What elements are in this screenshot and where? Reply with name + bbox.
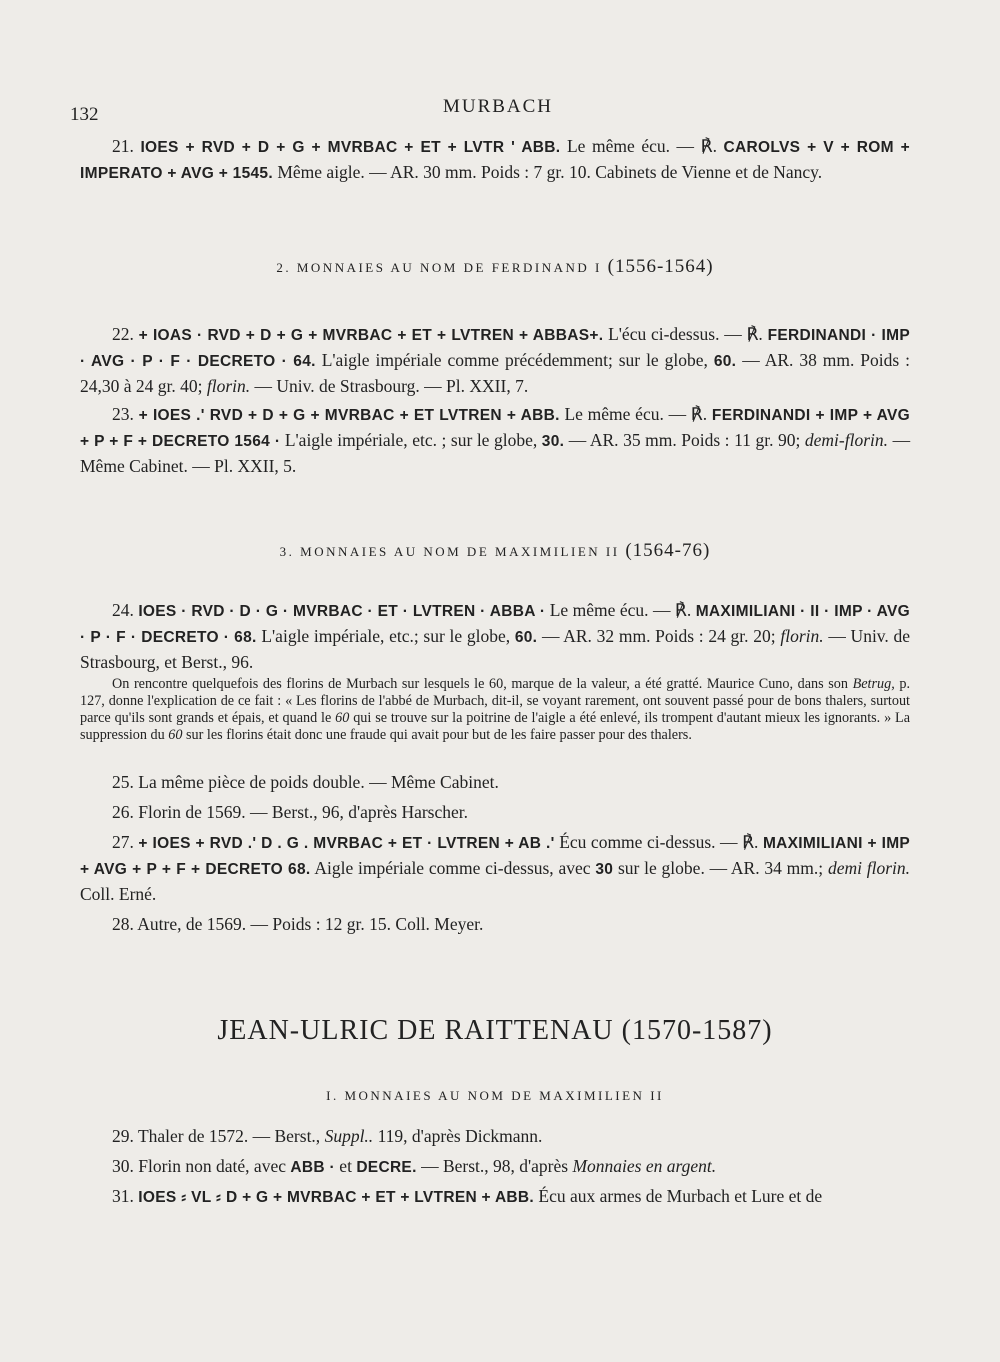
running-head: MURBACH [442, 96, 554, 117]
entry-text: — AR. 35 mm. Poids : 11 gr. 90; [568, 430, 801, 450]
note-italic: 60 [335, 710, 350, 726]
entry-24 [80, 598, 910, 674]
section-years: (1556-1564) [607, 256, 714, 277]
entry-number: 26. [112, 802, 134, 822]
entry-number: 31. [112, 1186, 134, 1206]
entry-text: — AR. 32 mm. Poids : 24 gr. 20; [542, 626, 776, 646]
entry-text: Autre, de 1569. — Poids : 12 gr. 15. Coll. Meyer. [137, 914, 484, 934]
entry-text: Aigle impériale comme ci-dessus, avec [314, 858, 591, 878]
reverse-legend: MAXIMILIANI + IMP + AVG + P + F + DECRETO 68. [80, 835, 911, 878]
entry-text: L'aigle impériale, etc. ; sur le globe, [284, 430, 538, 450]
reverse-legend: MAXIMILIANI · II · IMP · AVG · P · F · DECRETO · 68. [80, 603, 911, 646]
entry-number: 21. [112, 136, 134, 156]
note-text: qui se trouve sur la poitrine de l'aigle a été enlevé, ils trompent d'autant mieux les ignorants. » La suppression du [80, 710, 910, 743]
page-number: 132 [70, 104, 99, 125]
legend-abbr: ABB · [290, 1159, 335, 1176]
entry-text: Le même écu. — ℟. [564, 404, 708, 424]
entry-text: sur le globe. — AR. 34 mm.; [617, 858, 824, 878]
entry-text: Le même écu. — ℟. [549, 600, 692, 620]
obverse-legend: IOES + RVD + D + G + MVRBAC + ET + LVTR ' ABB. [140, 139, 561, 156]
entry-number: 28. [112, 914, 134, 934]
entry-number: 22. [112, 324, 134, 344]
globe-mark: 60. [713, 353, 737, 370]
entry-text: Florin non daté, avec [138, 1156, 286, 1176]
section-title-1 [80, 1088, 910, 1104]
reverse-legend: FERDINANDI · IMP · AVG · P · F · DECRETO · 64. [80, 327, 911, 370]
entry-text: Coll. Erné. [80, 884, 157, 904]
denomination: florin. [780, 626, 824, 646]
section-title-text: I. MONNAIES AU NOM DE MAXIMILIEN II [326, 1088, 664, 1103]
entry-text: Écu comme ci-dessus. — ℟. [559, 832, 759, 852]
entry-number: 27. [112, 832, 134, 852]
entry-text: — Même Cabinet. — Pl. XXII, 5. [80, 430, 911, 476]
entry-text: Thaler de 1572. — Berst., [137, 1126, 321, 1146]
entry-text: Florin de 1569. — Berst., 96, d'après Harscher. [138, 802, 469, 822]
entry-text: — Berst., 98, d'après [421, 1156, 569, 1176]
entry-text: et [339, 1156, 352, 1176]
entry-number: 30. [112, 1156, 134, 1176]
entry-text: L'aigle impériale comme précédemment; sur le globe, [321, 350, 708, 370]
obverse-legend: IOES · RVD · D · G · MVRBAC · ET · LVTREN · ABBA · [138, 603, 546, 620]
section-title-2 [80, 256, 910, 278]
denomination: demi-florin. [804, 430, 889, 450]
entry-text: L'aigle impériale, etc.; sur le globe, [261, 626, 511, 646]
note-text: p. 127, donne l'explication de ce fait : « Les florins de l'abbé de Murbach, dit-il, se voyant rarement, ont souvent passé pour de bons thalers, surtout parce qu'ils sont grands et épais, et quand le [80, 676, 910, 726]
note-paragraph [80, 676, 910, 744]
reverse-legend: CAROLVS + V + ROM + IMPERATO + AVG + 1545. [80, 139, 911, 182]
reverse-legend: FERDINANDI + IMP + AVG + P + F + DECRETO 1564 · [80, 407, 911, 450]
obverse-legend: + IOAS · RVD + D + G + MVRBAC + ET + LVTREN + ABBAS+. [138, 327, 604, 344]
entry-text: — Univ. de Strasbourg. — Pl. XXII, 7. [254, 376, 529, 396]
denomination: demi florin. [827, 858, 911, 878]
section-title-3 [80, 540, 910, 562]
note-text: On rencontre quelquefois des florins de Murbach sur lesquels le 60, marque de la valeur, a été gratté. Maurice Cuno, dans son [112, 676, 848, 692]
entry-text: — AR. 38 mm. Poids : 24,30 à 24 gr. 40; [80, 350, 911, 396]
entry-31 [80, 1184, 910, 1210]
obverse-legend: + IOES .' RVD + D + G + MVRBAC + ET LVTREN + ABB. [138, 407, 560, 424]
note-italic: Betrug, [852, 676, 895, 692]
entry-23 [80, 402, 910, 478]
entry-26 [80, 800, 910, 824]
entry-27 [80, 830, 910, 906]
note-italic: 60 [168, 727, 183, 743]
entry-number: 29. [112, 1126, 134, 1146]
entry-number: 25. [112, 772, 134, 792]
globe-mark: 30. [541, 433, 565, 450]
obverse-legend: IOES ⸗ VL ⸗ D + G + MVRBAC + ET + LVTREN + ABB. [138, 1189, 535, 1206]
section-title-text: 2. MONNAIES AU NOM DE FERDINAND I [276, 260, 602, 275]
obverse-legend: + IOES + RVD .' D . G . MVRBAC + ET · LVTREN + AB .' [138, 835, 555, 852]
chapter-name: JEAN-ULRIC DE RAITTENAU [217, 1015, 614, 1046]
entry-text: Écu aux armes de Murbach et Lure et de [538, 1186, 823, 1206]
entry-28 [80, 912, 910, 936]
entry-number: 24. [112, 600, 134, 620]
legend-abbr: DECRE. [356, 1159, 417, 1176]
entry-29 [80, 1124, 910, 1148]
entry-25 [80, 770, 910, 794]
section-title-text: 3. MONNAIES AU NOM DE MAXIMILIEN II [279, 544, 620, 559]
globe-mark: 60. [514, 629, 538, 646]
entry-text: Même aigle. — AR. 30 mm. Poids : 7 gr. 10. Cabinets de Vienne et de Nancy. [277, 162, 823, 182]
reference-italic: Suppl.. [324, 1126, 374, 1146]
entry-text: Le même écu. — ℟. [566, 136, 717, 156]
globe-mark: 30 [595, 861, 614, 878]
entry-text: La même pièce de poids double. — Même Cabinet. [138, 772, 499, 792]
section-years: (1564-76) [625, 540, 711, 561]
entry-text: 119, d'après Dickmann. [377, 1126, 543, 1146]
entry-30 [80, 1154, 910, 1180]
note-text: sur les florins était donc une fraude qui avait pour but de les faire passer pour des thalers. [186, 727, 692, 743]
entry-text: — Univ. de Strasbourg, et Berst., 96. [80, 626, 911, 672]
entry-text: L'écu ci-dessus. — ℟. [608, 324, 763, 344]
entry-21 [80, 134, 910, 186]
chapter-title [80, 1015, 910, 1047]
chapter-years: (1570-1587) [621, 1015, 773, 1046]
entry-number: 23. [112, 404, 134, 424]
entry-22 [80, 322, 910, 398]
reference-italic: Monnaies en argent. [572, 1156, 717, 1176]
page-header [68, 96, 928, 126]
denomination: florin. [206, 376, 251, 396]
